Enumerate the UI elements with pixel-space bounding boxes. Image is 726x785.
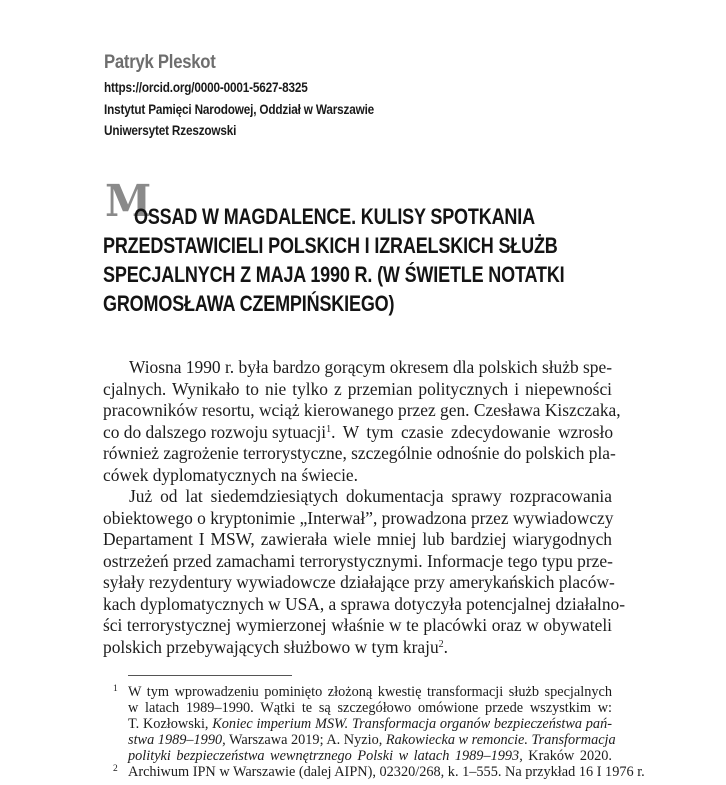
footnote-line bbox=[128, 716, 612, 732]
footnote-number: 2 bbox=[113, 764, 118, 774]
text-line: Już od lat siedemdziesiątych dokumentacja sprawy rozpracowania bbox=[129, 486, 612, 506]
text-line: cjalnych. Wynikało to nie tylko z przemian politycznych i niepewności bbox=[103, 378, 612, 399]
title-drop-cap: M bbox=[105, 176, 152, 227]
text-run: . bbox=[443, 636, 449, 657]
text-run: , Warszawa 2019; A. Nyzio, bbox=[222, 732, 386, 748]
footnote-ref[interactable]: 2 bbox=[438, 638, 444, 650]
title-line: PRZEDSTAWICIELI POLSKICH I IZRAELSKICH SŁUŻB bbox=[103, 233, 558, 258]
footnote-number: 1 bbox=[113, 684, 118, 694]
text-line: ostrzeżeń przed zamachami terrorystycznymi. Informacje tego typu prze- bbox=[103, 550, 613, 571]
text-line: kach dyplomatycznych w USA, a sprawa dotyczyła potencjalnej działalno- bbox=[103, 593, 626, 614]
title-line: SPECJALNYCH Z MAJA 1990 R. (W ŚWIETLE NOTATKI bbox=[103, 262, 565, 287]
text-line bbox=[103, 422, 612, 443]
title-line: OSSAD W MAGDALENCE. KULISY SPOTKANIA bbox=[134, 204, 535, 229]
text-line: obiektowego o kryptonimie „Interwał”, prowadzona przez wywiadowczy bbox=[103, 507, 614, 528]
text-line: Wiosna 1990 r. była bardzo gorącym okresem dla polskich służb spe- bbox=[129, 357, 612, 377]
footnote-line: w latach 1989–1990. Wątki te są szczegółowo omówione przede wszystkim w: bbox=[128, 700, 612, 716]
text-run: , Kraków 2020. bbox=[519, 748, 612, 764]
text-line: ści terrorystycznej wymierzonej właśnie w te placówki oraz w obywateli bbox=[103, 615, 612, 635]
book-title: polityki bezpieczeństwa wewnętrznego Polski w latach 1989–1993 bbox=[128, 748, 520, 764]
author-affiliation: Uniwersytet Rzeszowski bbox=[104, 122, 237, 138]
title-line: GROMOSŁAWA CZEMPIŃSKIEGO) bbox=[103, 291, 395, 316]
footnote-separator bbox=[128, 675, 292, 676]
footnote-line bbox=[128, 732, 616, 748]
book-title: stwa 1989–1990 bbox=[128, 732, 223, 748]
author-name: Patryk Pleskot bbox=[104, 52, 216, 73]
footnote-line: Archiwum IPN w Warszawie (dalej AIPN), 02320/268, k. 1–555. Na przykład 16 I 1976 r. bbox=[128, 764, 645, 780]
text-run: T. Kozłowski, bbox=[128, 716, 213, 732]
text-run: co do dalszego rozwoju sytuacji bbox=[103, 421, 327, 442]
footnote-line bbox=[128, 748, 612, 764]
text-run: . W tym czasie zdecydowanie wzrosło bbox=[331, 421, 614, 442]
text-run: polskich przebywających służbowo w tym kraju bbox=[103, 636, 439, 657]
footnote-ref[interactable]: 1 bbox=[326, 423, 332, 435]
author-affiliation: Instytut Pamięci Narodowej, Oddział w Warszawie bbox=[104, 101, 375, 117]
book-title: Rakowiecka w remoncie. Transformacja bbox=[385, 732, 616, 748]
text-line: również zagrożenie terrorystyczne, szczególnie odnośnie do polskich pla- bbox=[103, 443, 616, 463]
text-line bbox=[103, 637, 612, 658]
text-line: syłały rezydentury wywiadowcze działające przy amerykańskich placów- bbox=[103, 572, 615, 592]
book-title: Koniec imperium MSW. Transformacja organów bezpieczeństwa pań- bbox=[212, 716, 612, 732]
author-orcid-link[interactable]: https://orcid.org/0000-0001-5627-8325 bbox=[104, 79, 308, 95]
text-line: Departament I MSW, zawierała wiele mniej lub bardziej wiarygodnych bbox=[103, 529, 612, 549]
footnote-line: W tym wprowadzeniu pominięto złożoną kwestię transformacji służb specjalnych bbox=[128, 684, 612, 700]
text-line: cówek dyplomatycznych na świecie. bbox=[103, 464, 358, 485]
text-line: pracowników resortu, wciąż kierowanego przez gen. Czesława Kiszczaka, bbox=[103, 400, 621, 420]
